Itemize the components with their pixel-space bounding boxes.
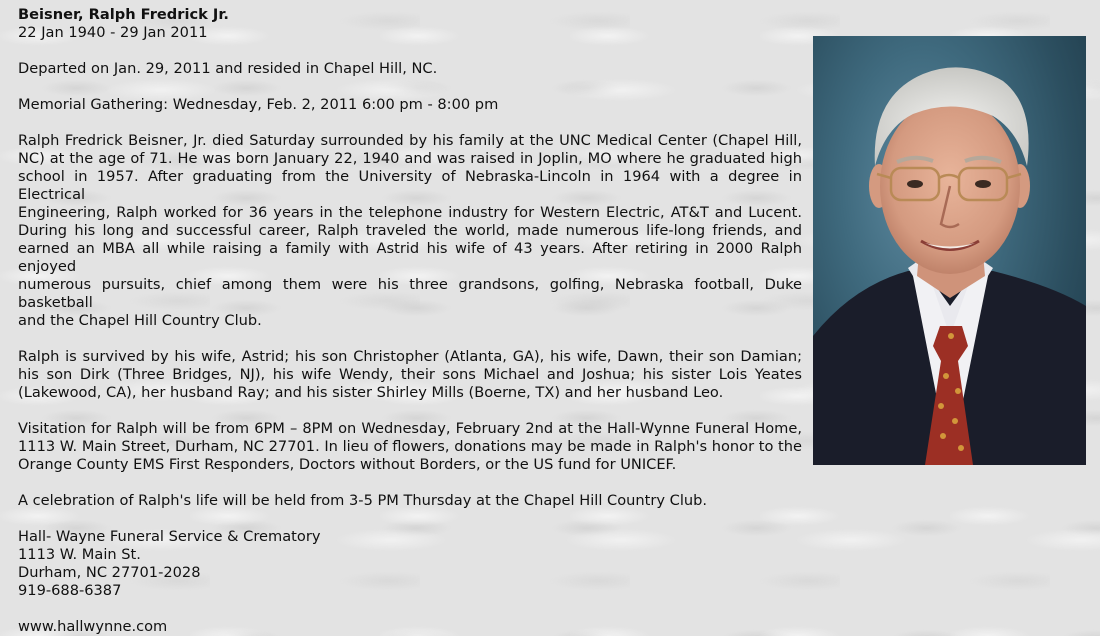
paragraph-line: earned an MBA all while raising a family with Astrid his wife of 43 years. After retiring in 2000 Ralph enjoyed	[18, 240, 802, 275]
survivors-paragraph	[18, 348, 802, 402]
obituary-text	[18, 6, 802, 636]
paragraph-line: 1113 W. Main Street, Durham, NC 27701. In lieu of flowers, donations may be made in Ralph's honor to the	[18, 438, 802, 455]
life-dates: 22 Jan 1940 - 29 Jan 2011	[18, 24, 208, 41]
portrait-icon	[813, 36, 1086, 465]
portrait-photo	[813, 36, 1086, 465]
funeral-home-city: Durham, NC 27701-2028	[18, 564, 201, 581]
biography-paragraph	[18, 132, 802, 330]
website-link[interactable]: www.hallwynne.com	[18, 618, 168, 635]
paragraph-line: Engineering, Ralph worked for 36 years in the telephone industry for Western Electric, AT&T and Lucent.	[18, 204, 802, 221]
deceased-name: Beisner, Ralph Fredrick Jr.	[18, 6, 229, 23]
funeral-home-name: Hall- Wayne Funeral Service & Crematory	[18, 528, 321, 545]
departed-line: Departed on Jan. 29, 2011 and resided in Chapel Hill, NC.	[18, 60, 438, 77]
funeral-home-street: 1113 W. Main St.	[18, 546, 141, 563]
paragraph-line: Visitation for Ralph will be from 6PM – 8PM on Wednesday, February 2nd at the Hall-Wynne Funeral Home,	[18, 420, 802, 437]
paragraph-line: Orange County EMS First Responders, Doctors without Borders, or the US fund for UNICEF.	[18, 456, 677, 473]
celebration-line: A celebration of Ralph's life will be held from 3-5 PM Thursday at the Chapel Hill Country Club.	[18, 492, 708, 509]
paragraph-line: During his long and successful career, Ralph traveled the world, made numerous life-long friends, and	[18, 222, 802, 239]
paragraph-line: school in 1957. After graduating from the University of Nebraska-Lincoln in 1964 with a degree in Electrical	[18, 168, 802, 203]
paragraph-line: NC) at the age of 71. He was born January 22, 1940 and was raised in Joplin, MO where he graduated high	[18, 150, 802, 167]
paragraph-line: Ralph Fredrick Beisner, Jr. died Saturday surrounded by his family at the UNC Medical Center (Chapel Hill,	[18, 132, 802, 149]
funeral-home-phone: 919-688-6387	[18, 582, 122, 599]
funeral-home-address	[18, 528, 802, 600]
memorial-gathering: Memorial Gathering: Wednesday, Feb. 2, 2011 6:00 pm - 8:00 pm	[18, 96, 499, 113]
paragraph-line: his son Dirk (Three Bridges, NJ), his wife Wendy, their sons Michael and Joshua; his sister Lois Yeates	[18, 366, 802, 383]
paragraph-line: and the Chapel Hill Country Club.	[18, 312, 262, 329]
paragraph-line: numerous pursuits, chief among them were his three grandsons, golfing, Nebraska football, Duke basketball	[18, 276, 802, 311]
paragraph-line: Ralph is survived by his wife, Astrid; his son Christopher (Atlanta, GA), his wife, Dawn, their son Damian;	[18, 348, 802, 365]
visitation-paragraph	[18, 420, 802, 474]
paragraph-line: (Lakewood, CA), her husband Ray; and his sister Shirley Mills (Boerne, TX) and her husband Leo.	[18, 384, 724, 401]
